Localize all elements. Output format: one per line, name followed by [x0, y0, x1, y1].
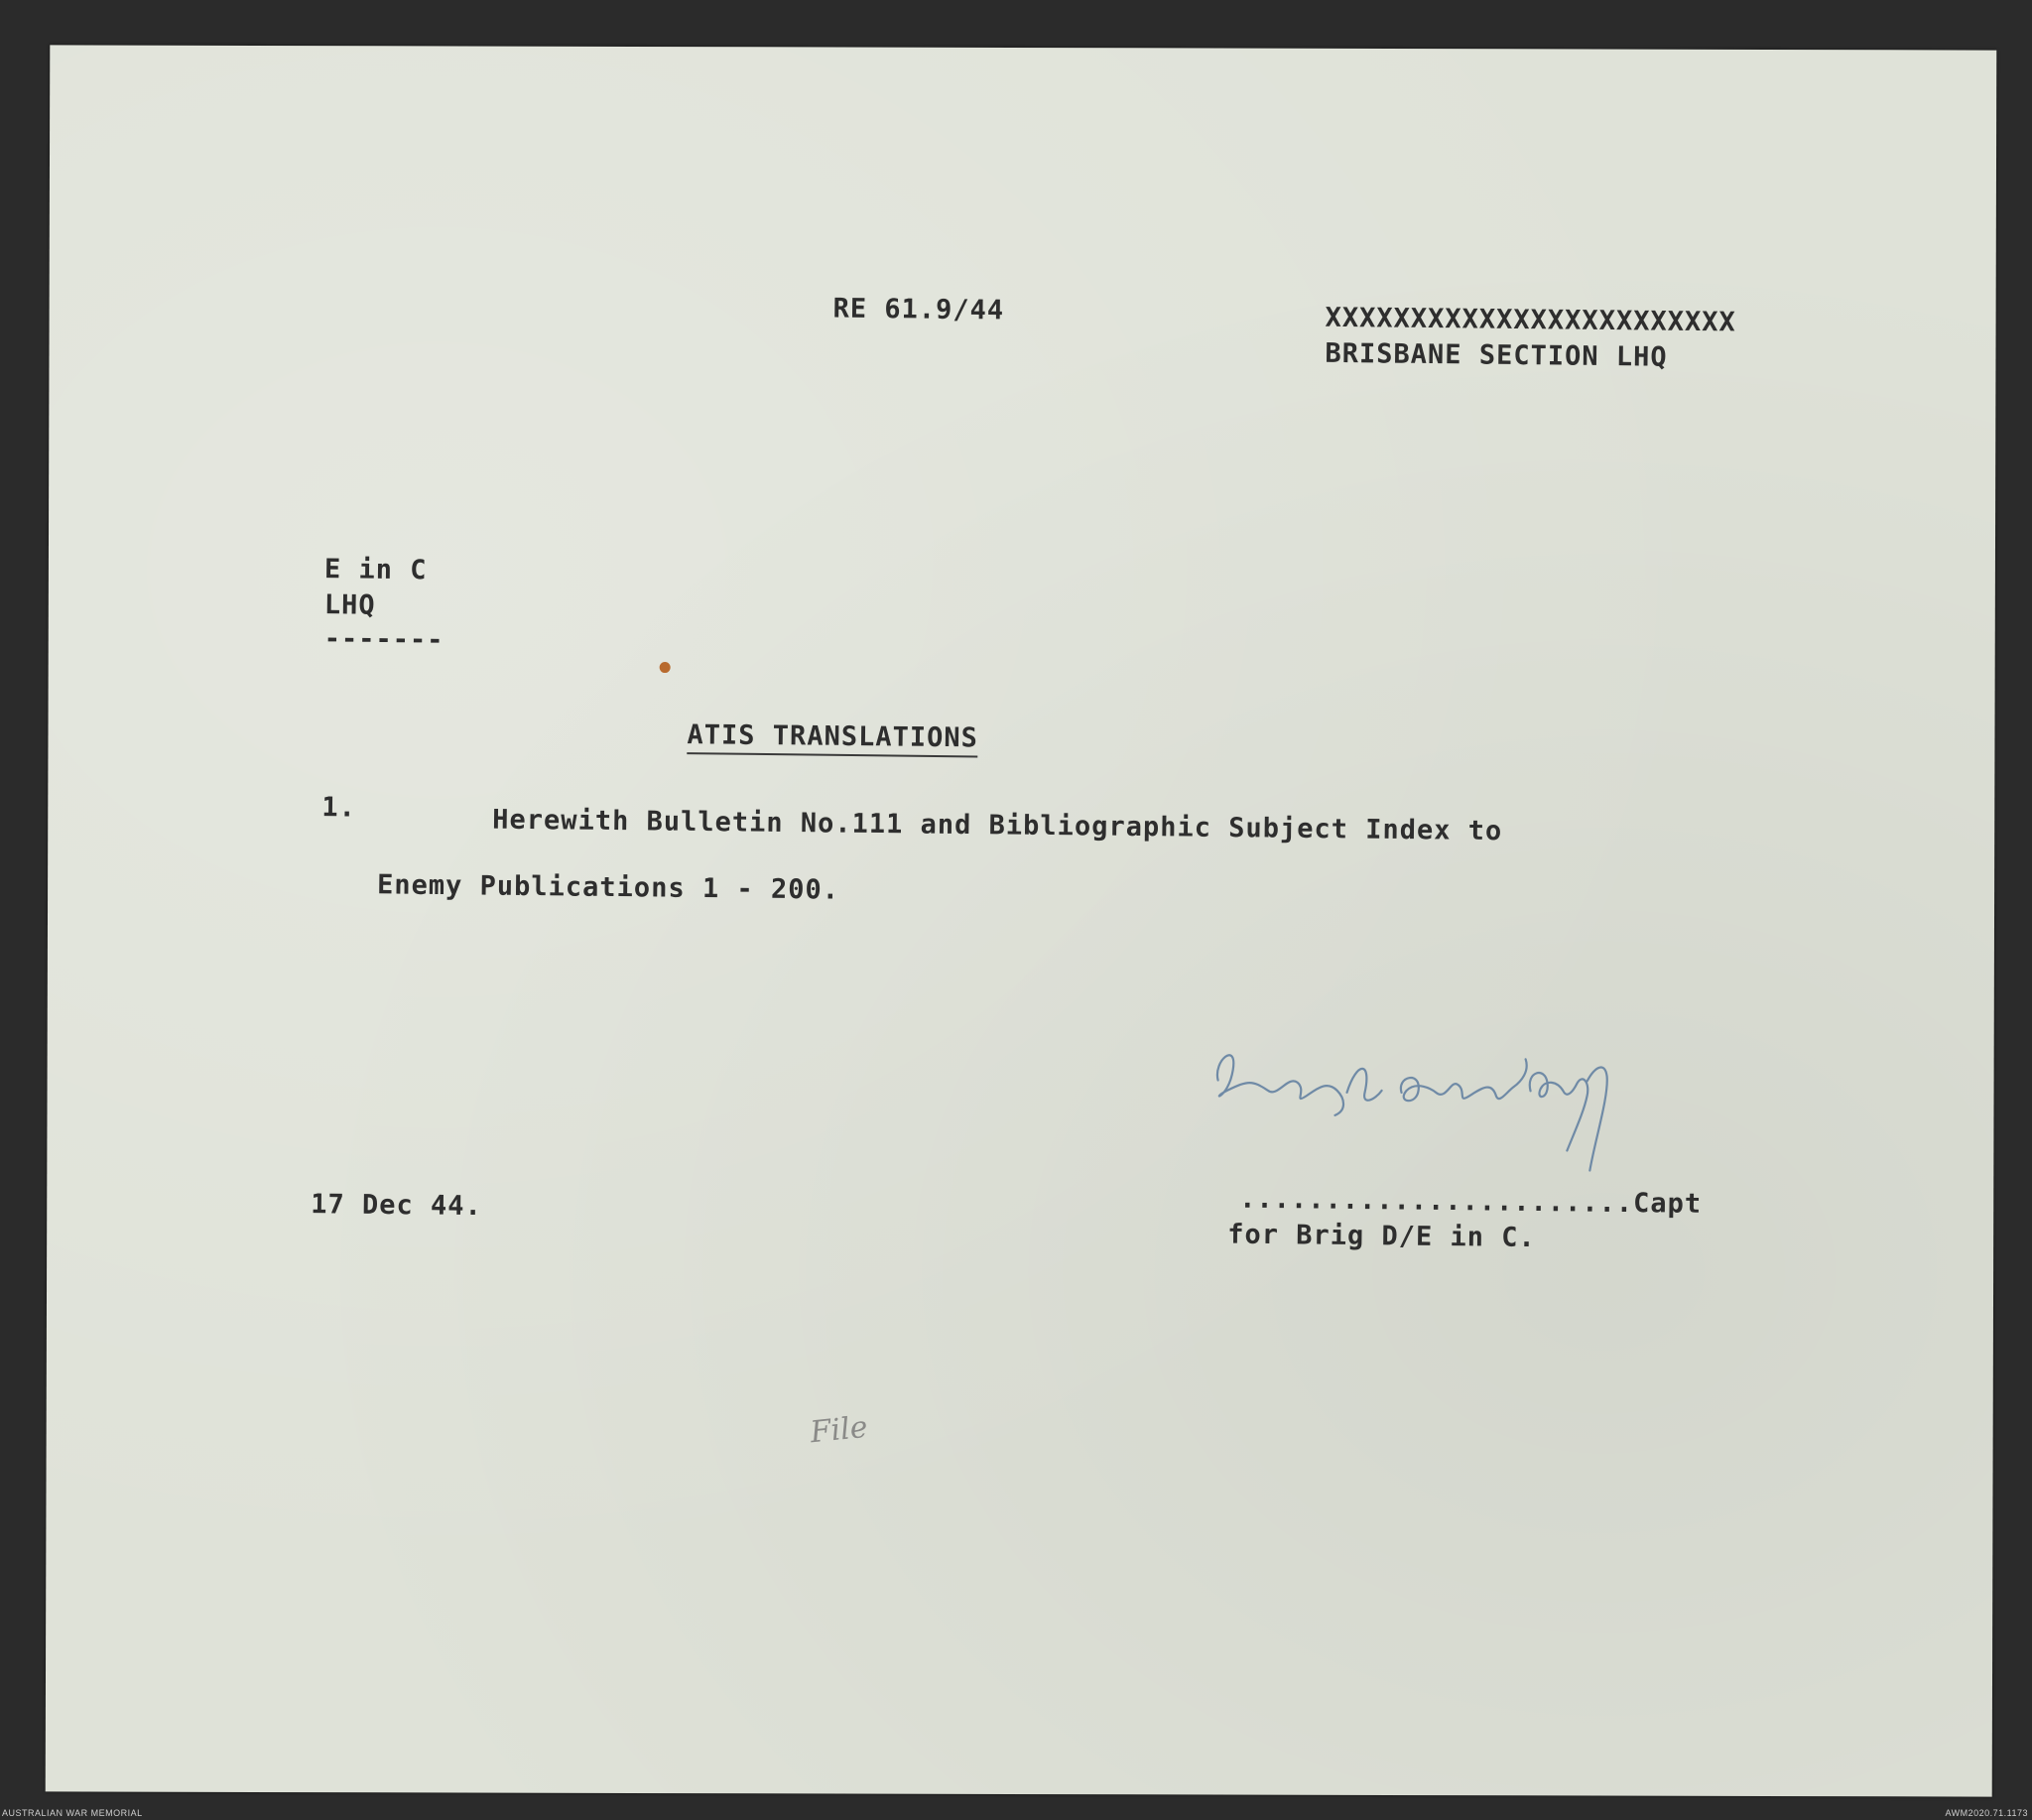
reference-number: RE 61.9/44 — [832, 293, 1005, 326]
subject-heading: ATIS TRANSLATIONS — [687, 719, 978, 757]
struck-out-line: XXXXXXXXXXXXXXXXXXXXXXXX — [1325, 302, 1736, 338]
paragraph-line-2: Enemy Publications 1 - 200. — [376, 869, 840, 906]
paragraph-number: 1. — [321, 792, 356, 824]
document-paper — [46, 45, 1997, 1796]
section-name: BRISBANE SECTION LHQ — [1325, 337, 1668, 373]
date: 17 Dec 44. — [311, 1189, 482, 1223]
signature-role: for Brig D/E in C. — [1226, 1219, 1536, 1254]
signature-dots-capt: .......................Capt — [1239, 1183, 1703, 1220]
footer-institution: AUSTRALIAN WAR MEMORIAL — [2, 1808, 143, 1818]
addressee-line-2: LHQ — [323, 589, 376, 621]
stain-mark — [660, 662, 671, 673]
addressee-line-1: E in C — [323, 554, 428, 586]
handwritten-signature — [1198, 1020, 1664, 1180]
footer-accession-number: AWM2020.71.1173 — [1945, 1808, 2028, 1818]
paragraph-line-1: Herewith Bulletin No.111 and Bibliographic Subject Index to — [492, 804, 1503, 847]
handwritten-note: File — [809, 1409, 870, 1451]
addressee-rule: ------- — [323, 623, 444, 656]
